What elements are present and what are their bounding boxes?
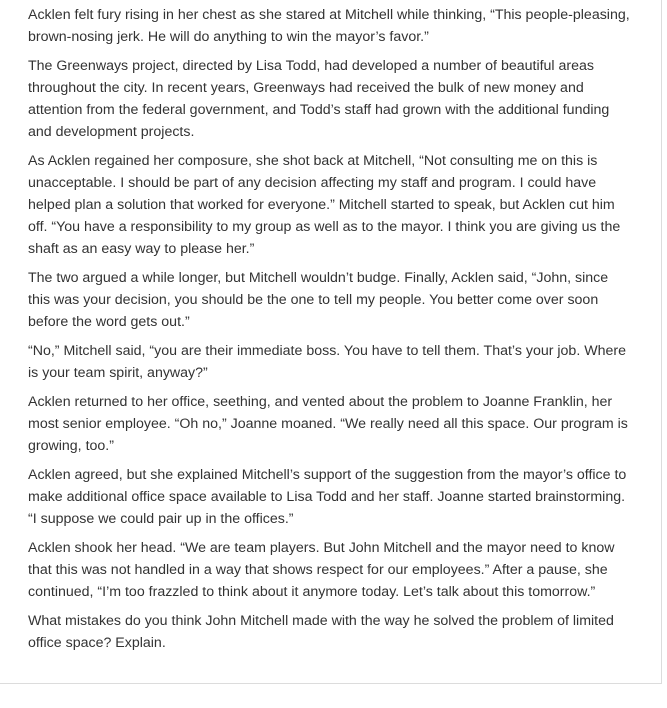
question-paragraph: What mistakes do you think John Mitchell made with the way he solved the problem of limited office space? Explain.: [28, 613, 614, 651]
paragraph-6: Acklen returned to her office, seething, and vented about the problem to Joanne Franklin, her most senior employee. “Oh no,” Joanne moaned. “We really need all this space. Our program is growing, too.”: [28, 394, 628, 454]
paragraph-4: The two argued a while longer, but Mitchell wouldn’t budge. Finally, Acklen said, “John, since this was your decision, you should be the one to tell my people. You better come over soon before the word gets out.”: [28, 270, 609, 330]
story-text: [28, 4, 634, 661]
paragraph-7: Acklen agreed, but she explained Mitchell’s support of the suggestion from the mayor’s office to make additional office space available to Lisa Todd and her staff. Joanne started brainstorming. “I suppose we could pair up in the offices.”: [28, 467, 627, 527]
paragraph-3: As Acklen regained her composure, she shot back at Mitchell, “Not consulting me on this is unacceptable. I should be part of any decision affecting my staff and program. I could have helped plan a solution that worked for everyone.” Mitchell started to speak, but Acklen cut him off. “You have a responsibility to my group as well as to the mayor. I think you are giving us the shaft as an easy way to please her.”: [28, 153, 621, 257]
paragraph-2: The Greenways project, directed by Lisa Todd, had developed a number of beautiful areas throughout the city. In recent years, Greenways had received the bulk of new money and attention from the federal government, and Todd’s staff had grown with the additional funding and development projects.: [28, 58, 610, 140]
paragraph-5: “No,” Mitchell said, “you are their immediate boss. You have to tell them. That’s your job. Where is your team spirit, anyway?”: [28, 343, 626, 381]
paragraph-1: Acklen felt fury rising in her chest as she stared at Mitchell while thinking, “This people-pleasing, brown-nosing jerk. He will do anything to win the mayor’s favor.”: [28, 7, 630, 45]
paragraph-8: Acklen shook her head. “We are team players. But John Mitchell and the mayor need to know that this was not handled in a way that shows respect for our employees.” After a pause, she continued, “I’m too frazzled to think about it anymore today. Let’s talk about this tomorrow.”: [28, 540, 615, 600]
